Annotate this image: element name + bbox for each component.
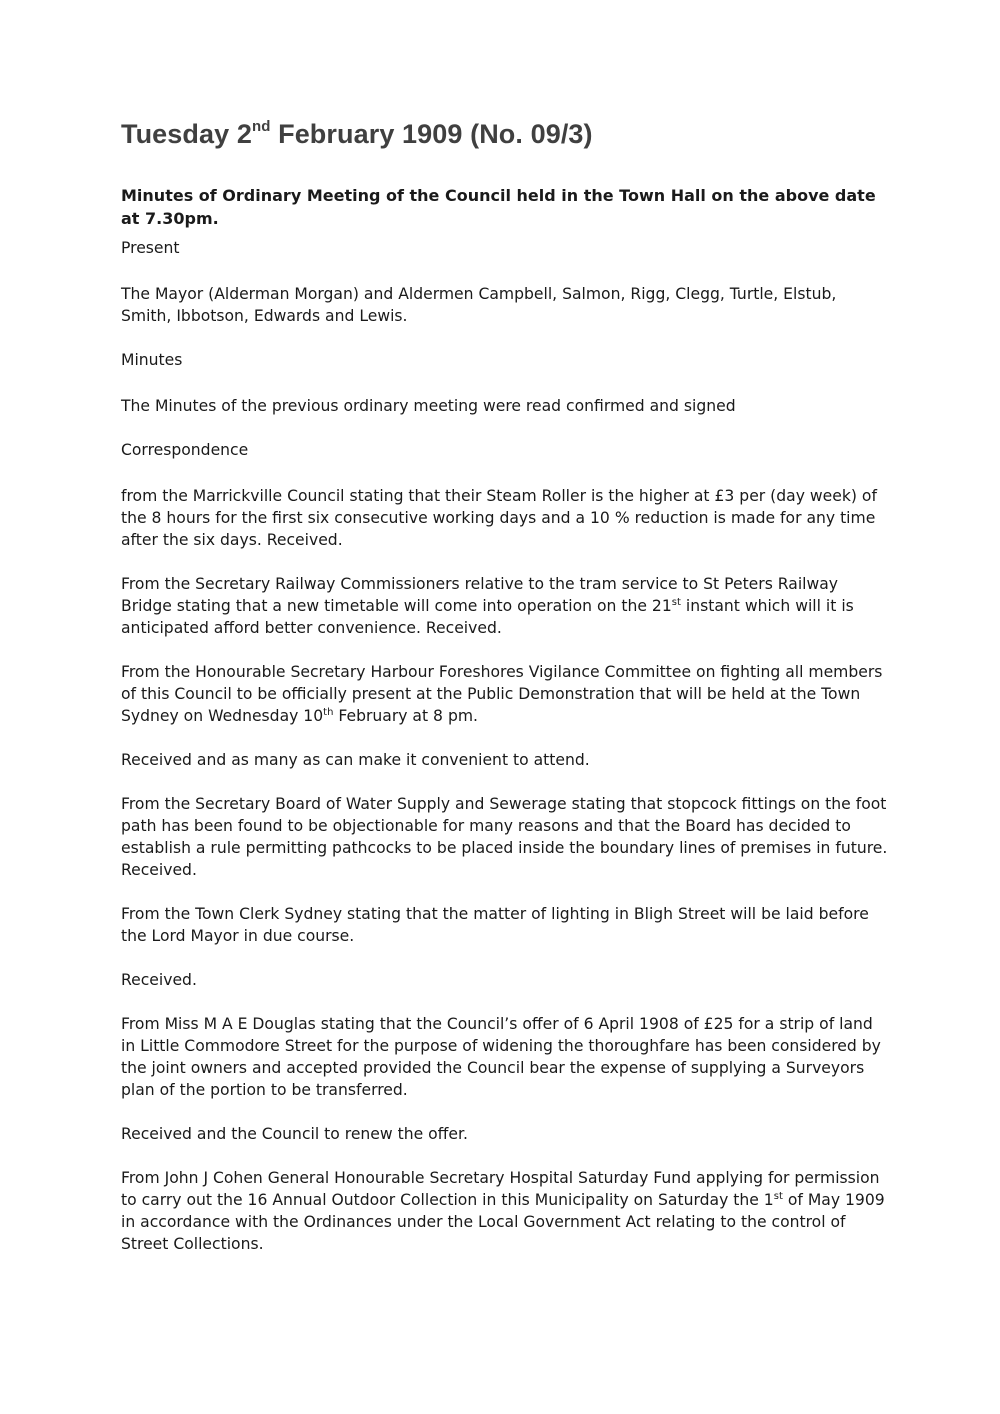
correspondence-heading: Correspondence	[121, 441, 249, 460]
railway-text-end: instant which will it is anticipated afford better convenience. Received.	[121, 597, 854, 638]
title-main: Tuesday 2	[121, 119, 252, 149]
correspondence-item-hospital-fund	[121, 1167, 891, 1255]
present-heading: Present	[121, 239, 180, 258]
hospital-text-end: of May 1909 in accordance with the Ordinances under the Local Government Act relating to the control of Street Collections.	[121, 1191, 885, 1254]
douglas-result: Received and the Council to renew the offer.	[121, 1125, 468, 1144]
present-paragraph: The Mayor (Alderman Morgan) and Aldermen Campbell, Salmon, Rigg, Clegg, Turtle, Elstub, Smith, Ibbotson, Edwards and Lewis.	[121, 285, 837, 326]
harbour-result: Received and as many as can make it convenient to attend.	[121, 751, 590, 770]
railway-text-start: From the Secretary Railway Commissioners relative to the tram service to St Peters Railway Bridge stating that a new timetable will come into operation on the 21	[121, 575, 839, 616]
hospital-text-start: From John J Cohen General Honourable Secretary Hospital Saturday Fund applying for permission to carry out the 16 Annual Outdoor Collection in this Municipality on Saturday the 1	[121, 1169, 880, 1210]
meeting-subtitle: Minutes of Ordinary Meeting of the Council held in the Town Hall on the above date at 7.30pm.	[121, 186, 876, 229]
town-clerk-result: Received.	[121, 971, 197, 990]
document-page	[121, 118, 891, 1277]
page-title	[121, 118, 891, 150]
minutes-heading: Minutes	[121, 351, 183, 370]
correspondence-item-town-clerk: From the Town Clerk Sydney stating that the matter of lighting in Bligh Street will be laid before the Lord Mayor in due course.	[121, 905, 869, 946]
hospital-superscript: st	[773, 1191, 783, 1203]
correspondence-item-harbour	[121, 661, 891, 727]
harbour-text-start: From the Honourable Secretary Harbour Foreshores Vigilance Committee on fighting all members of this Council to be officially present at the Public Demonstration that will be held at the Town Sydney on Wednesday 10	[121, 663, 883, 726]
title-rest: February 1909 (No. 09/3)	[270, 119, 593, 149]
harbour-text-end: February at 8 pm.	[333, 707, 478, 726]
title-superscript: nd	[251, 118, 271, 135]
correspondence-item-water-supply: From the Secretary Board of Water Supply and Sewerage stating that stopcock fittings on the foot path has been found to be objectionable for many reasons and that the Board has decided to establish a rule permitting pathcocks to be placed inside the boundary lines of premises in future. Received.	[121, 795, 888, 880]
harbour-superscript: th	[323, 707, 334, 719]
correspondence-item-douglas: From Miss M A E Douglas stating that the Council’s offer of 6 April 1908 of £25 for a strip of land in Little Commodore Street for the purpose of widening the thoroughfare has been considered by the joint owners and accepted provided the Council bear the expense of supplying a Surveyors plan of the portion to be transferred.	[121, 1015, 881, 1100]
correspondence-item-marrickville: from the Marrickville Council stating that their Steam Roller is the higher at £3 per (day week) of the 8 hours for the first six consecutive working days and a 10 % reduction is made for any time after the six days. Received.	[121, 487, 877, 550]
minutes-paragraph: The Minutes of the previous ordinary meeting were read confirmed and signed	[121, 397, 736, 416]
correspondence-item-railway	[121, 573, 891, 639]
railway-superscript: st	[671, 597, 681, 609]
